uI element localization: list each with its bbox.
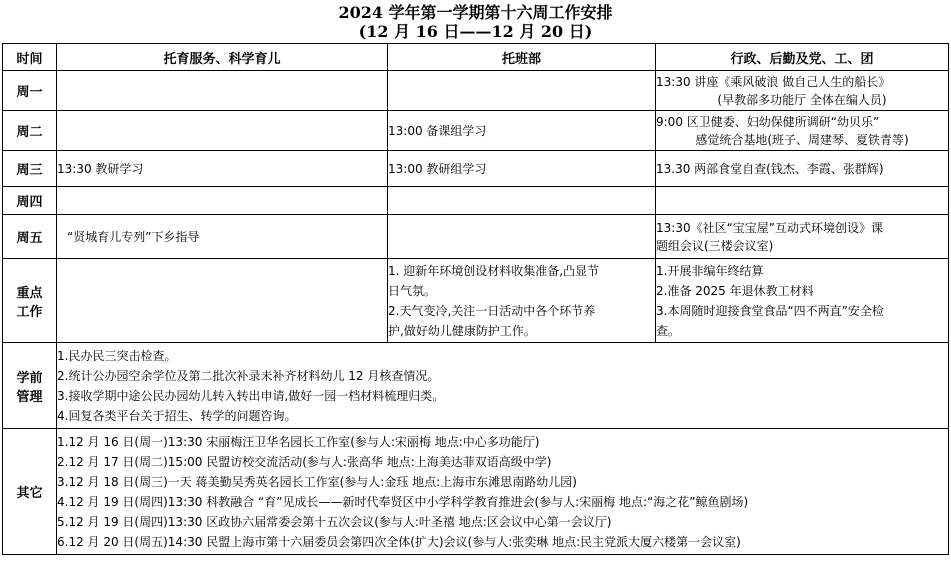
page-title: 2024 学年第一学期第十六周工作安排	[338, 3, 613, 22]
cell-mon-nursery	[388, 71, 656, 111]
header-care: 托育服务、科学育儿	[57, 44, 388, 71]
day-label-tue: 周二	[3, 111, 57, 151]
cell-focus-nursery	[388, 259, 656, 343]
cell-wed-nursery: 13:00 教研组学习	[388, 151, 656, 187]
focus-label	[3, 259, 57, 343]
focus-admin-line: 查。	[656, 323, 681, 338]
header-row	[3, 44, 949, 71]
focus-label-line2: 工作	[16, 304, 43, 320]
preschool-item: 2.统计公办园空余学位及第二批次补录未补齐材料幼儿 12 月核查情况。	[57, 368, 440, 383]
focus-nursery-line: 日气氛。	[388, 283, 437, 298]
cell-wed-care: 13:30 教研学习	[57, 151, 388, 187]
row-preschool	[3, 343, 949, 429]
mon-admin-line1: 13:30 讲座《乘风破浪 做自己人生的船长》	[656, 74, 891, 89]
cell-tue-admin	[656, 111, 949, 151]
cell-fri-admin	[656, 215, 949, 259]
focus-nursery-line: 护,做好幼儿健康防护工作。	[388, 323, 536, 338]
day-label-mon: 周一	[3, 71, 57, 111]
preschool-label	[3, 343, 57, 429]
cell-focus-care	[57, 259, 388, 343]
tue-admin-line2: 感觉统合基地(班子、周建琴、夏铁青等)	[695, 132, 909, 147]
others-item: 3.12 月 18 日(周三)一天 蒋美勤吴秀英名园长工作室(参与人:金珏 地点:上海市东滩思南路幼儿园)	[57, 474, 577, 489]
row-focus	[3, 259, 949, 343]
others-item: 4.12 月 19 日(周四)13:30 科教融合 “育”见成长——新时代奉贤区中小学科学教育推进会(参与人:宋丽梅 地点:“海之花”鲸鱼剧场)	[57, 494, 749, 509]
page-subtitle: (12 月 16 日——12 月 20 日)	[358, 22, 593, 41]
row-wed	[3, 151, 949, 187]
cell-thu-admin	[656, 187, 949, 215]
others-item: 1.12 月 16 日(周一)13:30 宋丽梅汪卫华名园长工作室(参与人:宋丽梅 地点:中心多功能厅)	[57, 434, 540, 449]
cell-mon-admin	[656, 71, 949, 111]
schedule-table	[2, 43, 949, 555]
header-time: 时间	[3, 44, 57, 71]
day-label-fri: 周五	[3, 215, 57, 259]
row-fri	[3, 215, 949, 259]
preschool-item: 1.民办民三突击检查。	[57, 348, 177, 363]
cell-tue-care	[57, 111, 388, 151]
day-label-wed: 周三	[3, 151, 57, 187]
day-label-thu: 周四	[3, 187, 57, 215]
others-item: 5.12 月 19 日(周四)13:30 区政协六届常委会第十五次会议(参与人:叶圣禧 地点:区会议中心第一会议厅)	[57, 514, 612, 529]
cell-thu-nursery	[388, 187, 656, 215]
preschool-item: 4.回复各类平台关于招生、转学的问题咨询。	[57, 408, 297, 423]
preschool-label-line1: 学前	[16, 370, 43, 386]
focus-nursery-line: 1. 迎新年环境创设材料收集准备,凸显节	[388, 263, 600, 278]
focus-admin-line: 2.准备 2025 年退休教工材料	[656, 283, 814, 298]
preschool-item: 3.接收学期中途公民办园幼儿转入转出申请,做好一园一档材料梳理归类。	[57, 388, 445, 403]
row-tue	[3, 111, 949, 151]
preschool-label-line2: 管理	[16, 389, 43, 405]
mon-admin-line2: (早教部多功能厅 全体在编人员)	[717, 92, 887, 107]
row-thu	[3, 187, 949, 215]
cell-thu-care	[57, 187, 388, 215]
cell-fri-nursery	[388, 215, 656, 259]
focus-admin-line: 1.开展非编年终结算	[656, 263, 764, 278]
cell-mon-care	[57, 71, 388, 111]
fri-admin-line2: 题组会议(三楼会议室)	[656, 238, 774, 253]
cell-tue-nursery: 13:00 备课组学习	[388, 111, 656, 151]
focus-nursery-line: 2.天气变冷,关注一日活动中各个环节养	[388, 303, 596, 318]
cell-others-items	[57, 429, 949, 555]
header-admin: 行政、后勤及党、工、团	[656, 44, 949, 71]
others-label: 其它	[3, 429, 57, 555]
fri-admin-line1: 13:30《社区“宝宝屋”互动式环境创设》课	[656, 220, 884, 235]
cell-preschool-items	[57, 343, 949, 429]
header-nursery: 托班部	[388, 44, 656, 71]
others-item: 2.12 月 17 日(周二)15:00 民盟访校交流活动(参与人:张高华 地点:上海美达菲双语高级中学)	[57, 454, 552, 469]
cell-wed-admin: 13.30 两部食堂自查(钱杰、李霞、张群辉)	[656, 151, 949, 187]
others-item: 6.12 月 20 日(周五)14:30 民盟上海市第十六届委员会第四次全体(扩大)会议(参与人:张奕琳 地点:民主党派大厦六楼第一会议室)	[57, 534, 741, 549]
row-mon	[3, 71, 949, 111]
cell-focus-admin	[656, 259, 949, 343]
tue-admin-line1: 9:00 区卫健委、妇幼保健所调研“幼贝乐”	[656, 114, 880, 129]
focus-label-line1: 重点	[16, 285, 43, 301]
cell-fri-care: “贤城育儿专列”下乡指导	[57, 215, 388, 259]
row-others	[3, 429, 949, 555]
focus-admin-line: 3.本周随时迎接食堂食品“四不两直”安全检	[656, 303, 884, 318]
